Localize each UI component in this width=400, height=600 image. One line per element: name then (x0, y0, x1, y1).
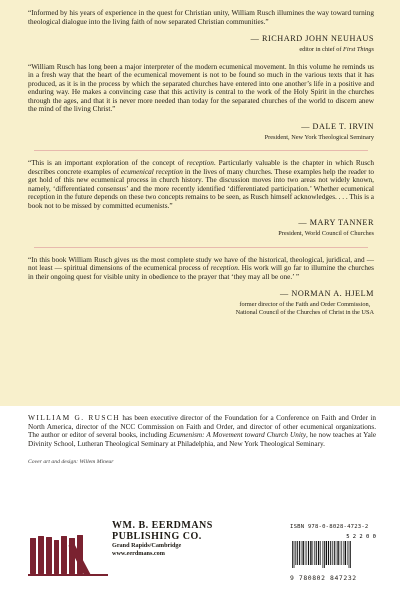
endorsement-neuhaus (28, 9, 374, 54)
endorser-name: — RICHARD JOHN NEUHAUS (250, 34, 374, 43)
logo-shelf (28, 574, 108, 576)
price-code: 5 2 2 0 0 (346, 534, 376, 540)
book-title: Ecumenism: A Movement toward Church Unity (168, 431, 307, 440)
barcode-bar (349, 541, 350, 568)
author-name: WILLIAM G. RUSCH (28, 413, 120, 422)
barcode-bar (326, 541, 327, 565)
logo-book (46, 537, 52, 574)
barcode-bar (307, 541, 308, 565)
barcode-bar (316, 541, 317, 565)
isbn-label: ISBN 978-0-8028-4723-2 (290, 524, 369, 530)
barcode-bar (295, 541, 296, 565)
endorser-title: President, World Council of Churches (278, 230, 374, 237)
endorsement-attribution (28, 116, 374, 142)
barcode-bar (314, 541, 315, 565)
barcode-bar (337, 541, 338, 565)
barcode-bar (324, 541, 325, 568)
barcode-bar (305, 541, 306, 565)
endorser-title: editor in chief of First Things (299, 46, 374, 53)
barcode-bar (323, 541, 324, 568)
barcode-bar (318, 541, 319, 565)
publisher-text (112, 520, 213, 557)
magazine-title: First Things (343, 46, 374, 53)
barcode-bar (320, 541, 321, 565)
barcode-bar (341, 541, 342, 565)
endorsement-attribution (28, 28, 374, 54)
barcode-bar (301, 541, 302, 565)
logo-book (61, 536, 67, 574)
publisher-city: Grand Rapids/Cambridge (112, 542, 182, 549)
barcode-bar (330, 541, 331, 565)
logo-book (38, 536, 44, 574)
endorser-title: President, New York Theological Seminary (264, 133, 374, 141)
publisher-name-line-2: PUBLISHING CO. (112, 531, 202, 542)
barcode-bar (292, 541, 293, 568)
logo-book (54, 540, 59, 574)
endorsement-quote: “In this book William Rusch gives us the most complete study we have of the historical, theological, juridical, and — not least — spiritual dimensions of the ecumenical process of reception. His work will go far to illumine the churches in their ongoing quest for visible unity in obedience to the prayer that ‘they may all be one.’ ” (28, 255, 374, 281)
endorsement-tanner (28, 159, 374, 238)
barcode-icon (290, 532, 378, 568)
barcode-bar (294, 541, 295, 568)
endorser-name: — DALE T. IRVIN (301, 121, 374, 131)
barcode-bar (350, 541, 351, 568)
barcode-bar (299, 541, 300, 565)
barcode-bar (336, 541, 337, 565)
cover-credit: Cover art and design: Willem Mineur (28, 459, 114, 466)
endorsement-attribution (28, 283, 374, 316)
endorsement-quote: “This is an important exploration of the concept of reception. Particularly valuable is the chapter in which Rusch describes concrete examples of ecumenical reception in the lives of many churches. These examples help the reader to get hold of this new ecumenical process in church history. The discussion moves into two areas not widely known, namely, ‘differentiated consensus’ and the more recently identified ‘differentiated participation.’ Whether ecumenical reception in the future depends on these two concepts remains to be seen, as Rusch himself acknowledges. . . . This is a book not to be missed by committed ecumenists.” (28, 159, 374, 210)
publisher-url: www.eerdmans.com (112, 549, 165, 557)
section-divider (34, 247, 368, 248)
publisher-name: WM. B. EERDMANS (112, 520, 213, 531)
barcode-bar (332, 541, 333, 565)
barcode-bar (313, 541, 314, 565)
barcode-bar (297, 541, 298, 565)
endorser-title: former director of the Faith and Order Commission, National Council of the Churches of Christ in the USA (235, 301, 374, 316)
barcode-digits: 9 780802 847232 (290, 574, 357, 582)
barcode-bar (308, 541, 309, 565)
barcode-bar (343, 541, 344, 565)
barcode-bar (340, 541, 341, 565)
barcode-bar (345, 541, 346, 565)
endorsement-attribution (28, 212, 374, 238)
logo-book (30, 538, 36, 574)
barcode-bar (328, 541, 329, 565)
endorser-name: — MARY TANNER (298, 218, 374, 227)
endorsement-irvin (28, 63, 374, 142)
barcode-bar (310, 541, 311, 565)
endorsement-quote: “William Rusch has long been a major interpreter of the modern ecumenical movement. In this volume he reminds us in a fresh way that the heart of the ecumenical movement is not to be found so much in the various texts that it has produced, as it is in the process by which the separated churches have entered into one another’s life in a positive and enduring way. He makes a convincing case that this activity is central to the work of the Holy Spirit in the churches through the ages, and that it is never more needed than today for the separated churches of the world to discern anew the mind of the living Christ.” (28, 62, 374, 113)
author-bio: WILLIAM G. RUSCH has been executive director of the Foundation for a Conference on Faith and Order in North America, director of the NCC Commission on Faith and Order, and director of other ecumenical organizations. The author or editor of several books, including Ecumenism: A Movement toward Church Unity, he now teaches at Yale Divinity School, Lutheran Theological Seminary at Philadelphia, and New York Theological Seminary. (28, 413, 377, 448)
endorsement-quote: “Informed by his years of experience in the quest for Christian unity, William Rusch illumines the way toward turning theological dialogue into the living faith of now separated Christian communities.” (28, 9, 374, 26)
publisher-logo (28, 520, 248, 580)
endorser-name: — NORMAN A. HJELM (280, 289, 374, 298)
barcode-bar (334, 541, 335, 565)
endorsement-hjelm (28, 256, 374, 317)
section-divider (34, 150, 368, 151)
barcode-bars (292, 541, 351, 568)
isbn-barcode-block (290, 524, 378, 582)
bookshelf-logo-icon (28, 520, 108, 576)
barcode-bar (347, 541, 348, 565)
barcode-bar (303, 541, 304, 565)
